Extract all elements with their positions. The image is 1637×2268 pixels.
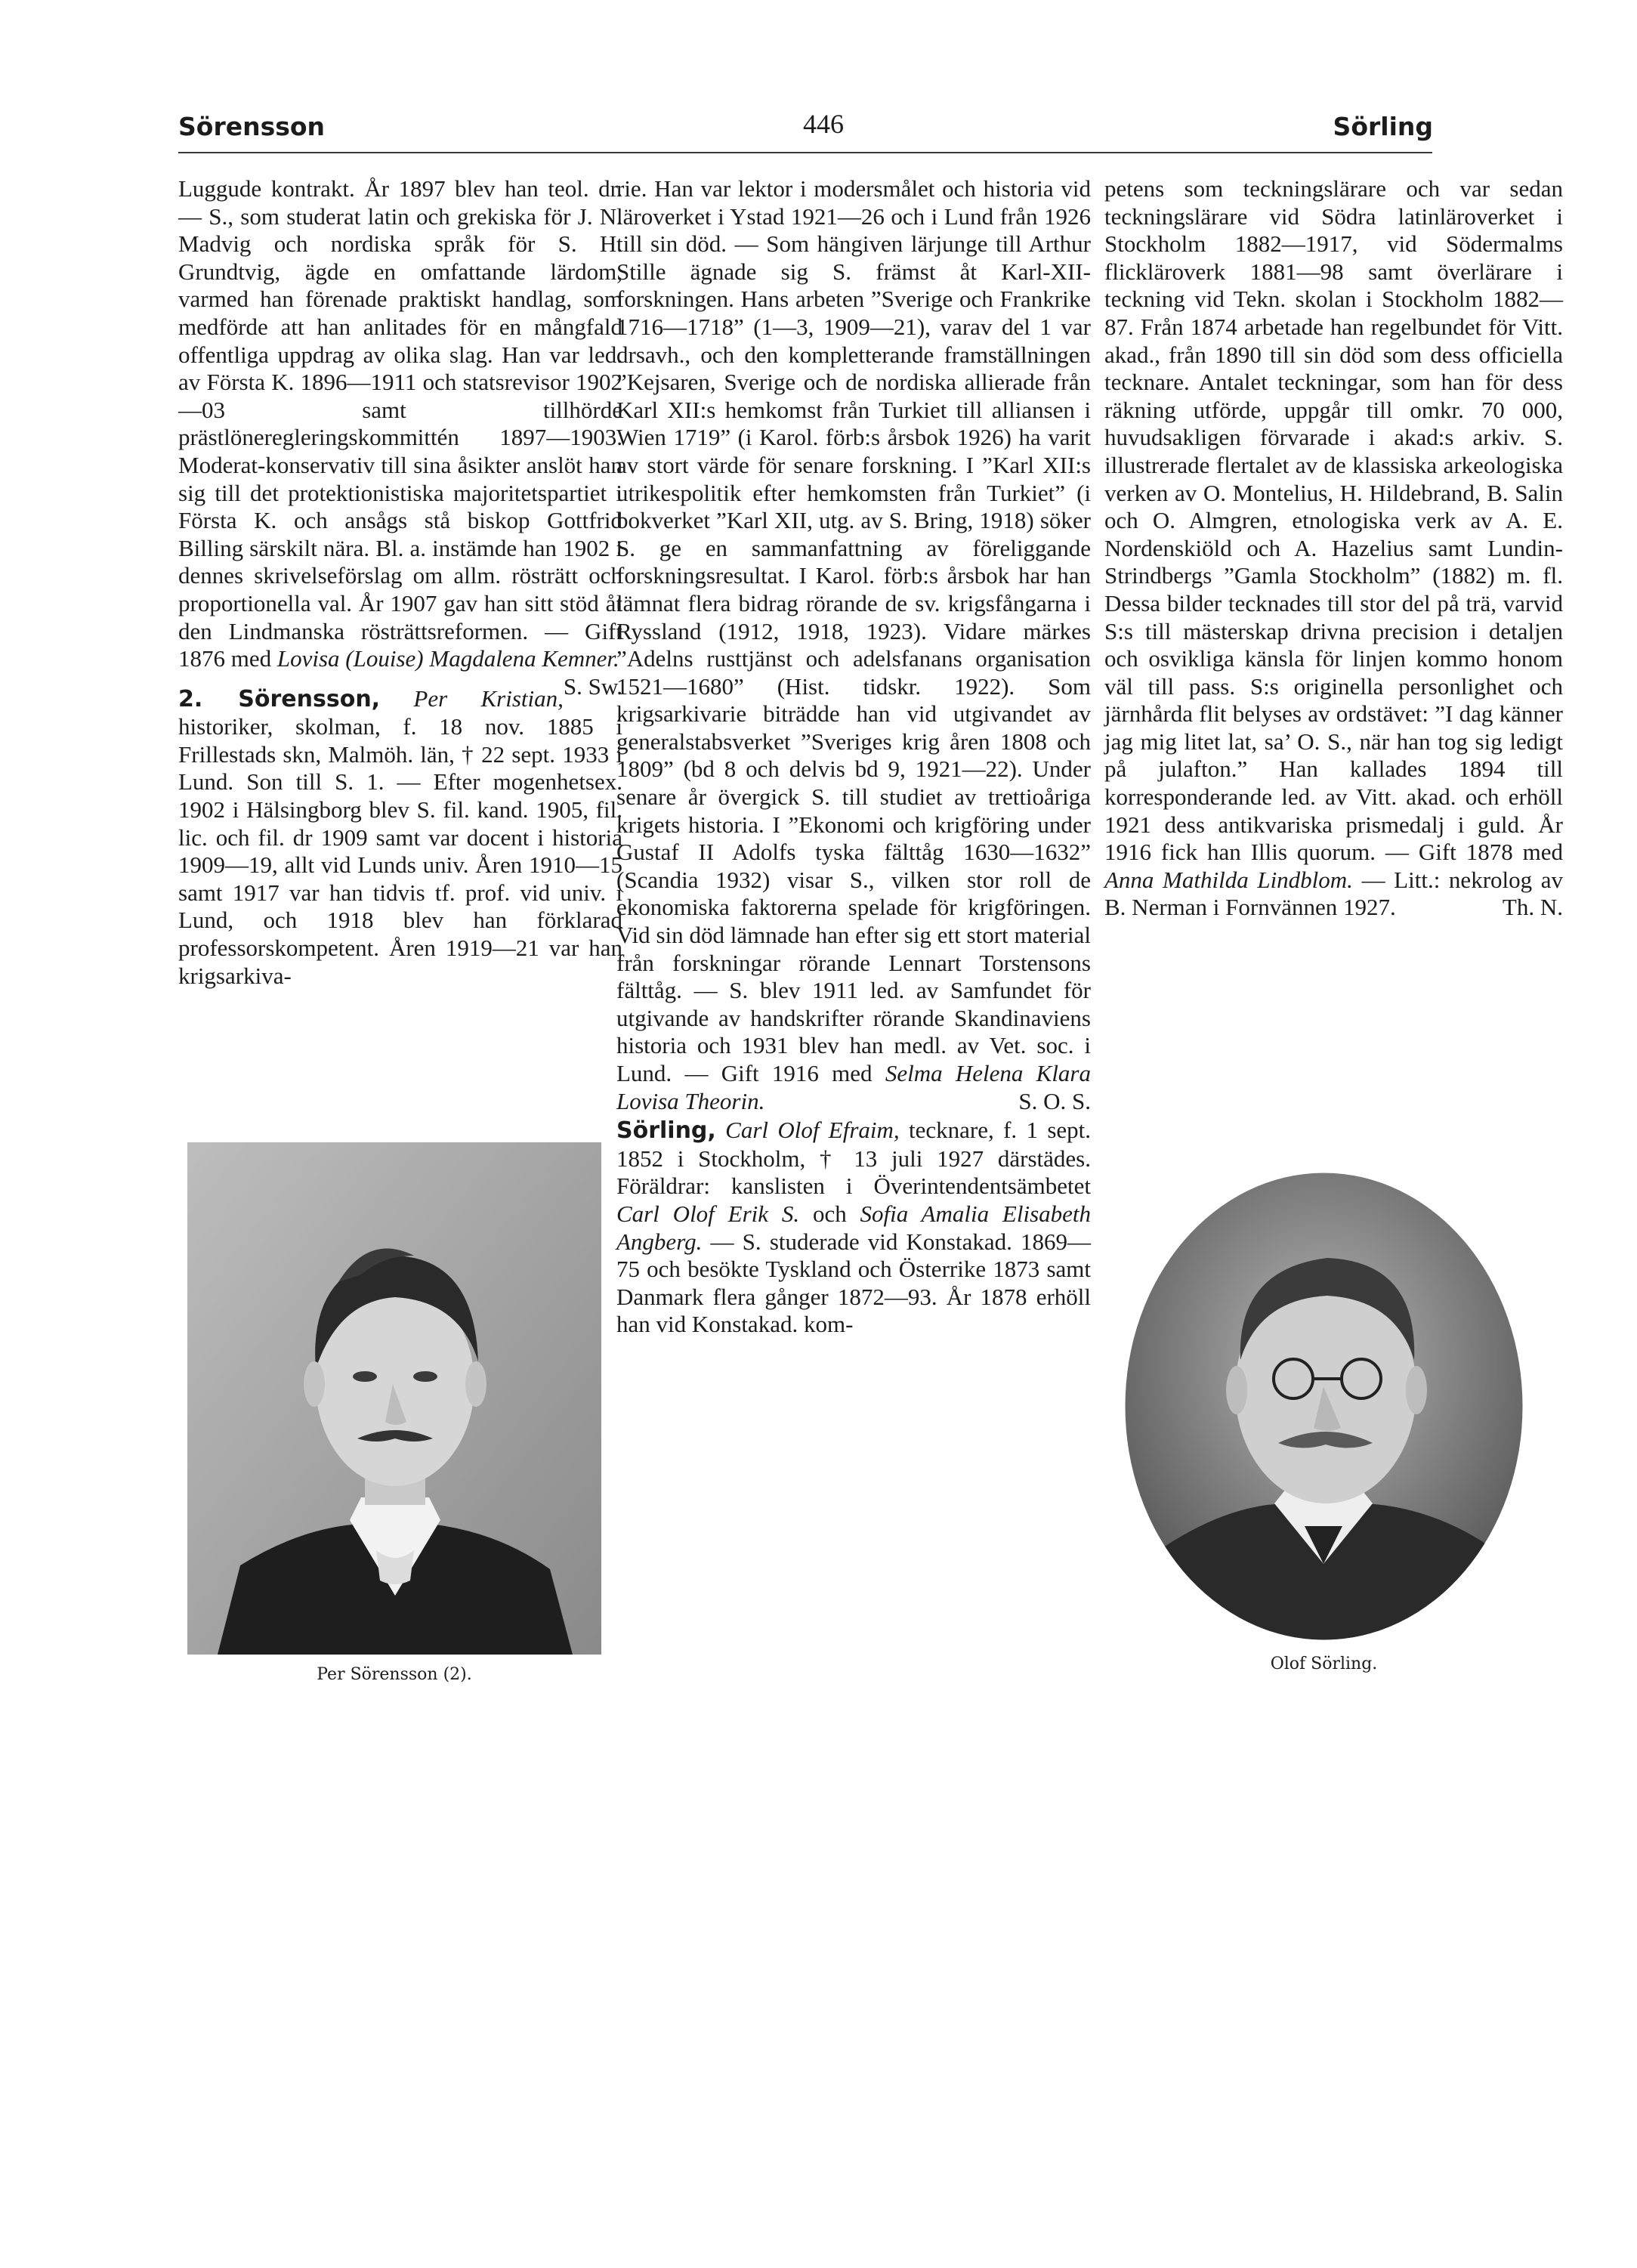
body-text: — S. studerade vid Konstakad. 1869—75 och besökte Tyskland och Österrike 1873 samt Danmark flera gånger 1872—93. År 1878 erhöll han vid Konstakad. kom-	[616, 1228, 1091, 1338]
body-text: rie. Han var lektor i modersmålet och historia vid läroverket i Ystad 1921—26 och i Lund från 1926 till sin död. — Som hängiven lärjunge till Arthur Stille ägnade sig S. främst åt Karl-XII-forskningen. Hans arbeten ”Sverige och Frankrike 1716—1718” (1—3, 1909—21), varav del 1 var drsavh., och den kompletterande framställningen ”Kejsaren, Sverige och de nordiska allierade från Karl XII:s hemkomst från Turkiet till alliansen i Wien 1719” (i Karol. förb:s årsbok 1926) ha varit av stort värde för senare forskning. I ”Karl XII:s utrikespolitik efter hemkomsten från Turkiet” (i bokverket ”Karl XII, utg. av S. Bring, 1918) söker S. ge en sammanfattning av föreliggande forskningsresultat. I Karol. förb:s årsbok har han lämnat flera bidrag rörande de sv. krigsfångarna i Ryssland (1912, 1918, 1923). Vidare märkes ”Adelns rusttjänst och adelsfanans organisation 1521—1680” (Hist. tidskr. 1922). Som krigsarkivarie biträdde han vid utgivandet av generalstabsverket ”Sveriges krig åren 1808 och 1809” (bd 8 och delvis bd 9, 1921—22). Under senare år övergick S. till studiet av trettioåriga krigets historia. I ”Ekonomi och krigföring under Gustaf II Adolfs tyska fälttåg 1630—1632” (Scandia 1932) visar S., vilken stor roll de ekonomiska faktorerna spelade för krigföringen. Vid sin död lämnade han efter sig ett stort material från forskningar rörande Lennart Torstensons fälttåg. — S. blev 1911 led. av Samfundet för utgivande av handskrifter rörande Skandinaviens historia och 1931 blev han medl. av Vet. soc. i Lund. — Gift 1916 med	[616, 175, 1091, 1086]
portrait-photo-olof-sorling	[1123, 1171, 1524, 1642]
spouse-name: Lovisa (Louise) Magdalena Kemner.	[276, 645, 619, 672]
header-left-entry: Sörensson	[178, 112, 326, 141]
spouse-name: Selma Helena Klara Lovisa Theorin.	[616, 1060, 1091, 1114]
body-text: — Litt.: nekrolog av B. Nerman i Fornvännen 1927.	[1104, 866, 1564, 921]
header-right-entry: Sörling	[1333, 112, 1433, 141]
body-text: Luggude kontrakt. År 1897 blev han teol. dr. — S., som studerat latin och grekiska för J. N. Madvig och nordiska språk för S. H. Grundtvig, ägde en omfattande lärdom, varmed han förenade praktiskt handlag, som medförde att han anlitades för en mångfald offentliga uppdrag av olika slag. Han var led. av Första K. 1896—1911 och statsrevisor 1902—03 samt tillhörde prästlöneregleringskommittén 1897—1903. Moderat-konservativ till sina åsikter anslöt han sig till det protektionistiska majoritetspartiet i Första K. och ansågs stå biskop Gottfrid Billing särskilt nära. Bl. a. instämde han 1902 i dennes skrivelseförslag om allm. rösträtt och proportionella val. År 1907 gav han sitt stöd åt den Lindmanska rösträttsreformen. — Gift 1876 med	[178, 175, 622, 672]
entry-paragraph	[616, 1117, 1091, 1339]
spouse-name: Anna Mathilda Lindblom.	[1104, 866, 1353, 893]
paragraph	[616, 175, 1091, 1115]
body-text: petens som teckningslärare och var sedan teckningslärare vid Södra latinläroverket i Stockholm 1882—1917, vid Södermalms flickläroverk 1881—98 samt överlärare i teckning vid Tekn. skolan i Stockholm 1882—87. Från 1874 arbetade han regelbundet för Vitt. akad., från 1890 till sin död som dess officiella tecknare. Antalet teckningar, som han för dess räkning utförde, uppgår till omkr. 70 000, huvudsakligen förvarade i akad:s arkiv. S. illustrerade flertalet av de klassiska arkeologiska verken av O. Montelius, H. Hildebrand, B. Salin och O. Almgren, etnologiska verk av A. E. Nordenskiöld och A. Hazelius samt Lundin-Strindbergs ”Gamla Stockholm” (1882) m. fl. Dessa bilder tecknades till stor del på trä, varvid S:s till mästerskap drivna precision i detaljen och osvikliga känsla för linjen kommo honom väl till pass. S:s originella personlighet och järnhårda flit belyses av ordstävet: ”I dag känner jag mig litet lat, sa’ O. S., när han tog sig ledigt på julafton.” Han kallades 1894 till korresponderande led. av Vitt. akad. och erhöll 1921 dess antikvariska prismedalj i guld. År 1916 fick han Illis quorum. — Gift 1878 med	[1104, 175, 1563, 866]
portrait-image	[187, 1142, 601, 1655]
column-2	[616, 175, 1091, 1339]
page-number: 446	[803, 109, 844, 139]
given-names: Carl Olof Efraim,	[725, 1117, 900, 1144]
paragraph	[1104, 175, 1563, 922]
column-3	[1104, 175, 1563, 922]
body-text: och	[812, 1200, 847, 1227]
given-names: Per Kristian,	[413, 684, 564, 712]
portrait-photo-per-sorensson	[187, 1142, 601, 1655]
entry-heading: 2. Sörensson,	[178, 685, 381, 712]
author-signature: S. Sw.	[563, 672, 622, 700]
author-signature: Th. N.	[1502, 894, 1563, 921]
photo-caption: Olof Sörling.	[1270, 1655, 1378, 1673]
entry-heading: Sörling,	[616, 1117, 716, 1145]
oval-portrait-image	[1123, 1171, 1524, 1642]
column-1	[178, 175, 622, 990]
photo-caption: Per Sörensson (2).	[317, 1665, 472, 1684]
mother-name: Sofia Amalia Elisabeth Angberg.	[616, 1200, 1092, 1255]
body-text: historiker, skolman, f. 18 nov. 1885 i Frillestads skn, Malmöh. län, † 22 sept. 1933 i Lund. Son till S. 1. — Efter mogenhetsex. 1902 i Hälsingborg blev S. fil. kand. 1905, fil. lic. och fil. dr 1909 samt var docent i historia 1909—19, allt vid Lunds univ. Åren 1910—15 samt 1917 var han tidvis tf. prof. vid univ. i Lund, och 1918 blev han förklarad professorskompetent. Åren 1919—21 var han krigsarkiva-	[178, 713, 622, 989]
author-signature: S. O. S.	[1018, 1087, 1091, 1114]
running-header	[0, 104, 1637, 157]
father-name: Carl Olof Erik S.	[616, 1200, 800, 1227]
body-text: tecknare, f. 1 sept. 1852 i Stockholm, † 13 juli 1927 därstädes. Föräldrar: kanslisten i Överintendentsämbetet	[616, 1117, 1092, 1200]
header-rule	[178, 152, 1432, 153]
entry-paragraph	[178, 685, 622, 990]
